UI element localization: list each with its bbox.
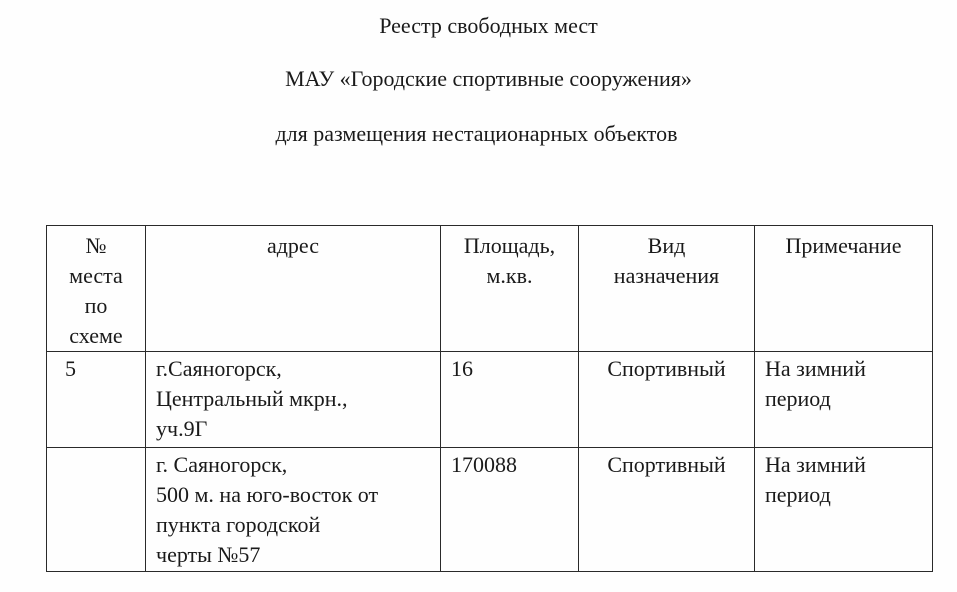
document-title-line-1: Реестр свободных мест <box>379 13 598 38</box>
header-purpose: Вид назначения <box>579 226 755 352</box>
row-area: 170088 <box>441 448 579 572</box>
table-row <box>47 448 933 572</box>
row-area: 16 <box>441 352 579 448</box>
document-title-line-2: МАУ «Городские спортивные сооружения» <box>285 66 692 91</box>
row-purpose: Спортивный <box>579 352 755 448</box>
row-purpose: Спортивный <box>579 448 755 572</box>
row-address: г. Саяногорск, 500 м. на юго-восток от пункта городской черты №57 <box>146 448 441 572</box>
table-header-row <box>47 226 933 352</box>
registry-table <box>46 225 933 572</box>
header-address: адрес <box>146 226 441 352</box>
table-row <box>47 352 933 448</box>
document-title-line-3: для размещения нестационарных объектов <box>275 121 678 146</box>
row-place-number: 5 <box>47 352 146 448</box>
row-place-number <box>47 448 146 572</box>
row-address: г.Саяногорск, Центральный мкрн., уч.9Г <box>146 352 441 448</box>
header-area: Площадь, м.кв. <box>441 226 579 352</box>
header-note: Примечание <box>755 226 933 352</box>
row-note: На зимний период <box>755 448 933 572</box>
row-note: На зимний период <box>755 352 933 448</box>
header-place-number: № места по схеме <box>47 226 146 352</box>
